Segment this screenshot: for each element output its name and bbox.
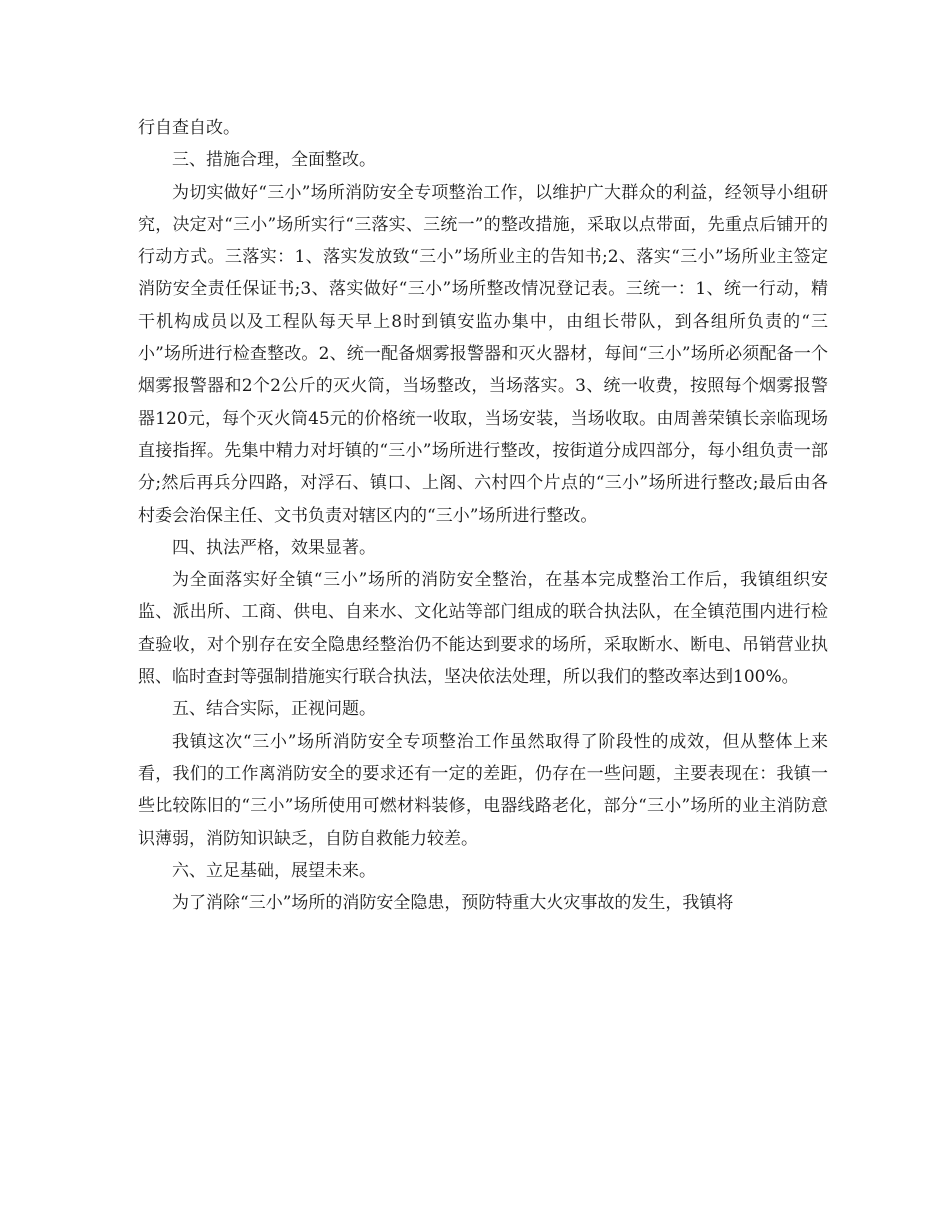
paragraph-measures: 为切实做好“三小”场所消防安全专项整治工作，以维护广大群众的利益，经领导小组研究，决定对“三小”场所实行“三落实、三统一”的整改措施，采取以点带面，先重点后铺开的行动方式。三落实：1、落实发放致“三小”场所业主的告知书;2、落实“三小”场所业主签定消防安全责任保证书;3、落实做好“三小”场所整改情况登记表。三统一：1、统一行动，精干机构成员以及工程队每天早上8时到镇安监办集中，由组长带队，到各组所负责的“三小”场所进行检查整改。2、统一配备烟雾报警器和灭火器材，每间“三小”场所必须配备一个烟雾报警器和2个2公斤的灭火筒，当场整改，当场落实。3、统一收费，按照每个烟雾报警器120元，每个灭火筒45元的价格统一收取，当场安装，当场收取。由周善荣镇长亲临现场直接指挥。先集中精力对圩镇的“三小”场所进行整改，按街道分成四部分，每小组负责一部分;然后再兵分四路，对浮石、镇口、上阁、六村四个片点的“三小”场所进行整改;最后由各村委会治保主任、文书负责对辖区内的“三小”场所进行整改。 — [138, 182, 828, 526]
paragraph-outlook: 为了消除“三小”场所的消防安全隐患，预防特重大火灾事故的发生，我镇将 — [172, 893, 734, 914]
paragraph-continuation: 行自查自改。 — [138, 118, 240, 138]
section-heading-4: 四、执法严格，效果显著。 — [172, 537, 376, 558]
document-body — [138, 112, 828, 919]
paragraph-enforcement: 为全面落实好全镇“三小”场所的消防安全整治，在基本完成整治工作后，我镇组织安监、派出所、工商、供电、自来水、文化站等部门组成的联合执法队，在全镇范围内进行检查验收，对个别存在安全隐患经整治仍不能达到要求的场所，采取断水、断电、吊销营业执照、临时查封等强制措施实行联合执法，坚决依法处理，所以我们的整改率达到100%。 — [138, 570, 828, 688]
section-heading-6: 六、立足基础，展望未来。 — [172, 860, 376, 881]
section-heading-5: 五、结合实际，正视问题。 — [172, 699, 376, 720]
paragraph-problems: 我镇这次“三小”场所消防安全专项整治工作虽然取得了阶段性的成效，但从整体上来看，我们的工作离消防安全的要求还有一定的差距，仍存在一些问题，主要表现在：我镇一些比较陈旧的“三小”场所使用可燃材料装修，电器线路老化，部分“三小”场所的业主消防意识薄弱，消防知识缺乏，自防自救能力较差。 — [138, 731, 828, 849]
section-heading-3: 三、措施合理，全面整改。 — [172, 150, 376, 171]
